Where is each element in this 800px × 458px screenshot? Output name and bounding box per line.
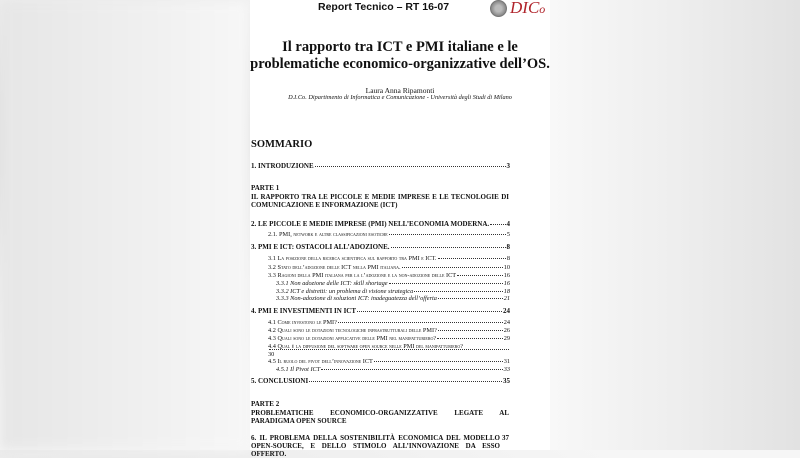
toc-entry-title: 3.1 La posizione della ricerca scientifica sul rapporto tra PMI e ICT. <box>268 255 437 262</box>
toc-entry[interactable] <box>268 255 510 262</box>
part-1 <box>251 184 509 210</box>
toc-entry-page: 16 <box>503 272 510 279</box>
dot-leader <box>490 224 505 225</box>
dot-leader <box>309 381 502 382</box>
toc-entry-page: 8 <box>506 243 510 251</box>
toc-entry-page: 35 <box>503 377 510 385</box>
dot-leader <box>374 361 503 362</box>
toc-entry[interactable] <box>251 307 510 315</box>
report-header: Report Tecnico – RT 16-07 <box>318 1 450 13</box>
toc-entry-title: 4.2 Quali sono le dotazioni tecnologiche infrastrutturali delle PMI? <box>268 327 437 334</box>
toc-entry-title: 3.3.1 Non adozione delle ICT: skill shortage <box>276 280 388 287</box>
toc-entry[interactable] <box>276 295 510 302</box>
dot-leader <box>438 330 503 331</box>
dot-leader <box>402 267 503 268</box>
toc-entry-title: 1. INTRODUZIONE <box>251 162 314 170</box>
toc-entry-title: 4.4 Qual è la diffusione del software open source nelle PMI del manifatturiero? <box>268 343 464 350</box>
logo-main: DIC <box>510 0 540 17</box>
toc-entry-page: 8 <box>506 255 510 262</box>
dot-leader <box>414 291 502 292</box>
toc-entry-page: 10 <box>503 264 510 271</box>
toc-entry[interactable] <box>268 319 510 326</box>
dot-leader <box>389 283 503 284</box>
toc-entry-title: 3.3.2 ICT e distretti: un problema di visione strategica <box>276 288 414 295</box>
toc-entry-page: 30 <box>268 351 275 358</box>
toc-entry-title: 5. CONCLUSIONI <box>251 377 309 385</box>
toc-entry-title: 2. LE PICCOLE E MEDIE IMPRESE (PMI) NELL’ECONOMIA MODERNA. <box>251 220 490 228</box>
part-1-heading: IL RAPPORTO TRA LE PICCOLE E MEDIE IMPRESE E LE TECNOLOGIE DI COMUNICAZIONE E INFORMAZIONE (ICT) <box>251 192 509 210</box>
toc-entry[interactable] <box>268 264 510 271</box>
blurred-background-right <box>550 0 800 450</box>
part-2 <box>251 400 509 426</box>
toc-entry-title: 3.3 Ragioni della PMI italiana per la l’adozione e la non-adozione delle ICT <box>268 272 457 279</box>
logo-text <box>510 0 545 18</box>
toc-entry-title: 3.2 Stato dell’adozione delle ICT nella PMI italiana. <box>268 264 401 271</box>
affiliation: D.I.Co. Dipartimento di Informatica e Comunicazione - Università degli Studi di Milano <box>288 94 512 101</box>
toc-entry-page: 18 <box>503 288 510 295</box>
toc-entry-title: 6. IL PROBLEMA DELLA SOSTENIBILITÀ ECONOMICA DEL MODELLO OPEN-SOURCE, E DELLO STIMOLO ALL’INNOVAZIONE DA ESSO OFFERTO. <box>251 434 500 458</box>
dot-leader <box>438 258 506 259</box>
toc-entry[interactable] <box>268 343 510 358</box>
toc-entry[interactable] <box>268 327 510 334</box>
document-title: Il rapporto tra ICT e PMI italiane e le problematiche economico-organizzative dell’OS. <box>250 39 550 72</box>
dot-leader <box>391 247 506 248</box>
toc-entry[interactable] <box>251 162 510 170</box>
toc-entry-title: 4.3 Quali sono le dotazioni applicative delle PMI nel manifatturiero? <box>268 335 437 342</box>
dot-leader <box>437 338 503 339</box>
dot-leader <box>315 166 506 167</box>
toc-entry[interactable] <box>276 288 510 295</box>
dot-leader <box>357 311 502 312</box>
toc-entry[interactable] <box>251 377 510 385</box>
blurred-background-left <box>0 0 250 450</box>
logo-sub: o <box>539 2 546 16</box>
author: Laura Anna Ripamonti <box>365 86 435 95</box>
dot-leader <box>338 322 503 323</box>
toc-entry-page: 24 <box>503 319 510 326</box>
toc-entry-page: 24 <box>503 307 510 315</box>
toc-entry[interactable] <box>268 272 510 279</box>
toc-entry-page: 26 <box>503 327 510 334</box>
toc-entry-page: 31 <box>503 358 510 365</box>
toc-entry[interactable] <box>268 335 510 342</box>
toc-entry-title: 3.3.3 Non-adozione di soluzioni ICT: inadeguatezza dell’offerta <box>276 295 437 302</box>
toc-heading: SOMMARIO <box>251 139 313 150</box>
toc-entry[interactable] <box>268 231 510 238</box>
dico-logo <box>490 0 545 18</box>
toc-entry[interactable] <box>251 243 510 251</box>
dot-leader <box>438 298 503 299</box>
dot-leader <box>269 349 509 350</box>
part-2-heading: PROBLEMATICHE ECONOMICO-ORGANIZZATIVE LEGATE AL PARADIGMA OPEN SOURCE <box>251 408 509 426</box>
toc-entry-title: 4.5.1 Il Pivot ICT <box>276 366 321 373</box>
dot-leader <box>457 275 503 276</box>
toc-entry-title: 3. PMI E ICT: OSTACOLI ALL’ADOZIONE. <box>251 243 390 251</box>
toc-entry-page: 21 <box>503 295 510 302</box>
toc-entry-page: 5 <box>506 231 510 238</box>
university-seal-icon <box>490 0 507 17</box>
dot-leader <box>389 234 506 235</box>
toc-entry-page: 33 <box>503 366 510 373</box>
toc-entry[interactable] <box>276 366 510 373</box>
toc-entry-page: 37 <box>502 434 509 442</box>
toc-entry-title: 4.5 Il ruolo del pivot dell’innovazione ICT <box>268 358 373 365</box>
toc-entry-title: 4. PMI E INVESTIMENTI IN ICT <box>251 307 357 315</box>
toc-entry[interactable] <box>276 280 510 287</box>
toc-entry-page: 16 <box>503 280 510 287</box>
toc-entry-page: 3 <box>506 162 510 170</box>
dot-leader <box>321 369 502 370</box>
part-1-label: PARTE 1 <box>251 184 280 192</box>
toc-entry-page: 29 <box>503 335 510 342</box>
part-2-label: PARTE 2 <box>251 400 280 408</box>
toc-entry[interactable] <box>268 358 510 365</box>
toc-entry[interactable] <box>251 220 510 228</box>
toc-entry-title: 2.1. PMI, network e altre classificazioni esotiche <box>268 231 388 238</box>
toc-entry-page: 4 <box>506 220 510 228</box>
toc-entry-title: 4.1 Come investono le PMI? <box>268 319 337 326</box>
toc-entry[interactable] <box>251 434 509 458</box>
document-page <box>250 0 550 458</box>
